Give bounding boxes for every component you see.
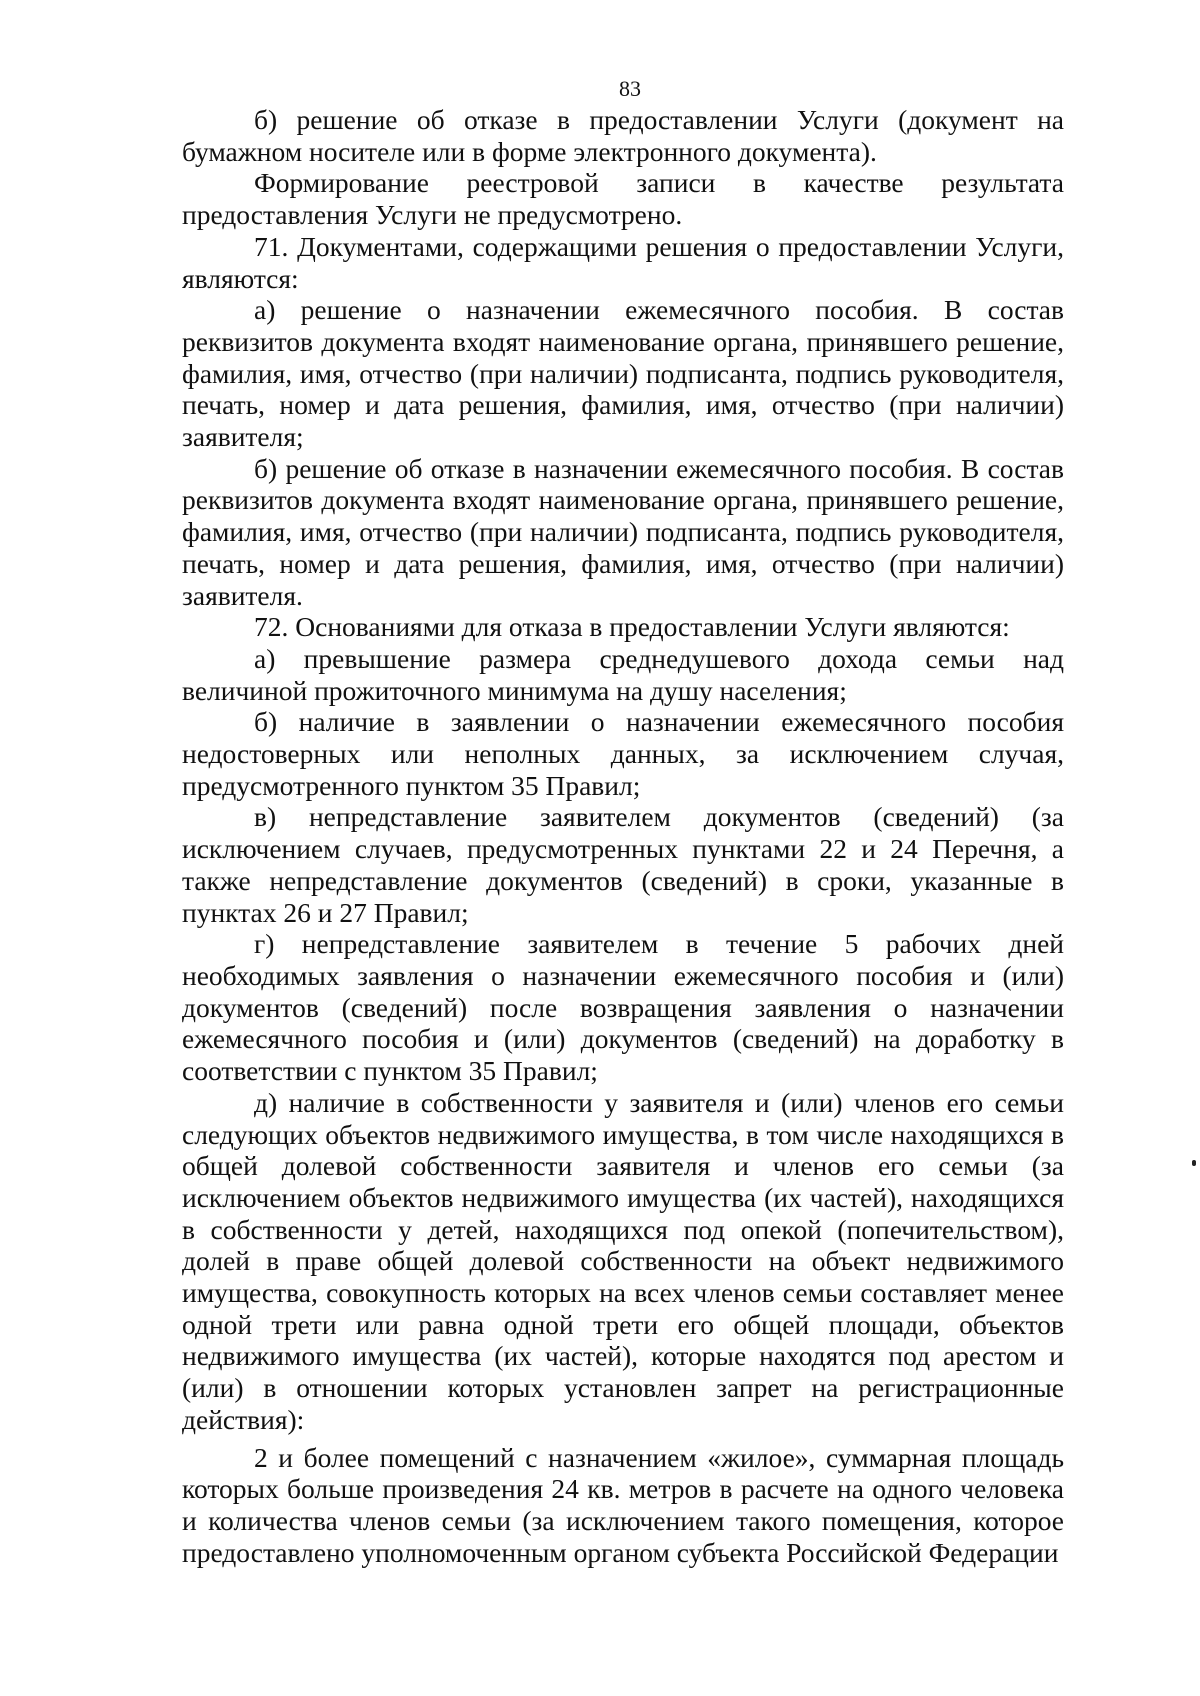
page-number: 83 (619, 76, 641, 101)
paragraph-72-g: г) непредставление заявителем в течение 5 рабочих дней необходимых заявления о назначении ежемесячного пособия и (или) документов (сведений) после возвращения заявления о назначении ежемесячного пособия и (или) документов (сведений) на доработку в соответствии с пунктом 35 Правил; (182, 928, 1064, 1087)
paragraph-item-71: 71. Документами, содержащими решения о предоставлении Услуги, являются: (182, 230, 1064, 294)
paragraph-71-b: б) решение об отказе в назначении ежемесячного пособия. В состав реквизитов документа входят наименование органа, принявшего решение, фамилия, имя, отчество (при наличии) подписанта, подпись руководителя, печать, номер и дата решения, фамилия, имя, отчество (при наличии) заявителя. (182, 452, 1064, 611)
paragraph-72-b: б) наличие в заявлении о назначении ежемесячного пособия недостоверных или неполных данных, за исключением случая, предусмотренного пунктом 35 Правил; (182, 706, 1064, 801)
paragraph-refusal-decision: б) решение об отказе в предоставлении Услуги (документ на бумажном носителе или в форме электронного документа). (182, 104, 1064, 167)
document-body (182, 104, 1064, 1568)
paragraph-residential-premises: 2 и более помещений с назначением «жилое», суммарная площадь которых больше произведения 24 кв. метров в расчете на одного человека и количества членов семьи (за исключением такого помещения, которое предоставлено уполномоченным органом субъекта Российской Федерации (182, 1441, 1064, 1568)
paragraph-72-v: в) непредставление заявителем документов (сведений) (за исключением случаев, предусмотренных пунктами 22 и 24 Перечня, а также непредставление документов (сведений) в сроки, указанные в пунктах 26 и 27 Правил; (182, 801, 1064, 928)
scan-speck (1192, 1160, 1196, 1166)
paragraph-72-d: д) наличие в собственности у заявителя и (или) членов его семьи следующих объектов недвижимого имущества, в том числе находящихся в общей долевой собственности заявителя и членов его семьи (за исключением объектов недвижимого имущества (их частей), находящихся в собственности у детей, находящихся под опекой (попечительством), долей в праве общей долевой собственности на объект недвижимого имущества, совокупность которых на всех членов семьи составляет менее одной трети или равна одной трети его общей площади, объектов недвижимого имущества (их частей), которые находятся под арестом и (или) в отношении которых установлен запрет на регистрационные действия): (182, 1086, 1064, 1435)
paragraph-item-72: 72. Основаниями для отказа в предоставлении Услуги являются: (254, 611, 1010, 643)
paragraph-72-a: а) превышение размера среднедушевого дохода семьи над величиной прожиточного минимума на душу населения; (182, 642, 1064, 706)
paragraph-registry-record: Формирование реестровой записи в качестве результата предоставления Услуги не предусмотрено. (182, 167, 1064, 231)
paragraph-71-a: а) решение о назначении ежемесячного пособия. В состав реквизитов документа входят наименование органа, принявшего решение, фамилия, имя, отчество (при наличии) подписанта, подпись руководителя, печать, номер и дата решения, фамилия, имя, отчество (при наличии) заявителя; (182, 294, 1064, 453)
